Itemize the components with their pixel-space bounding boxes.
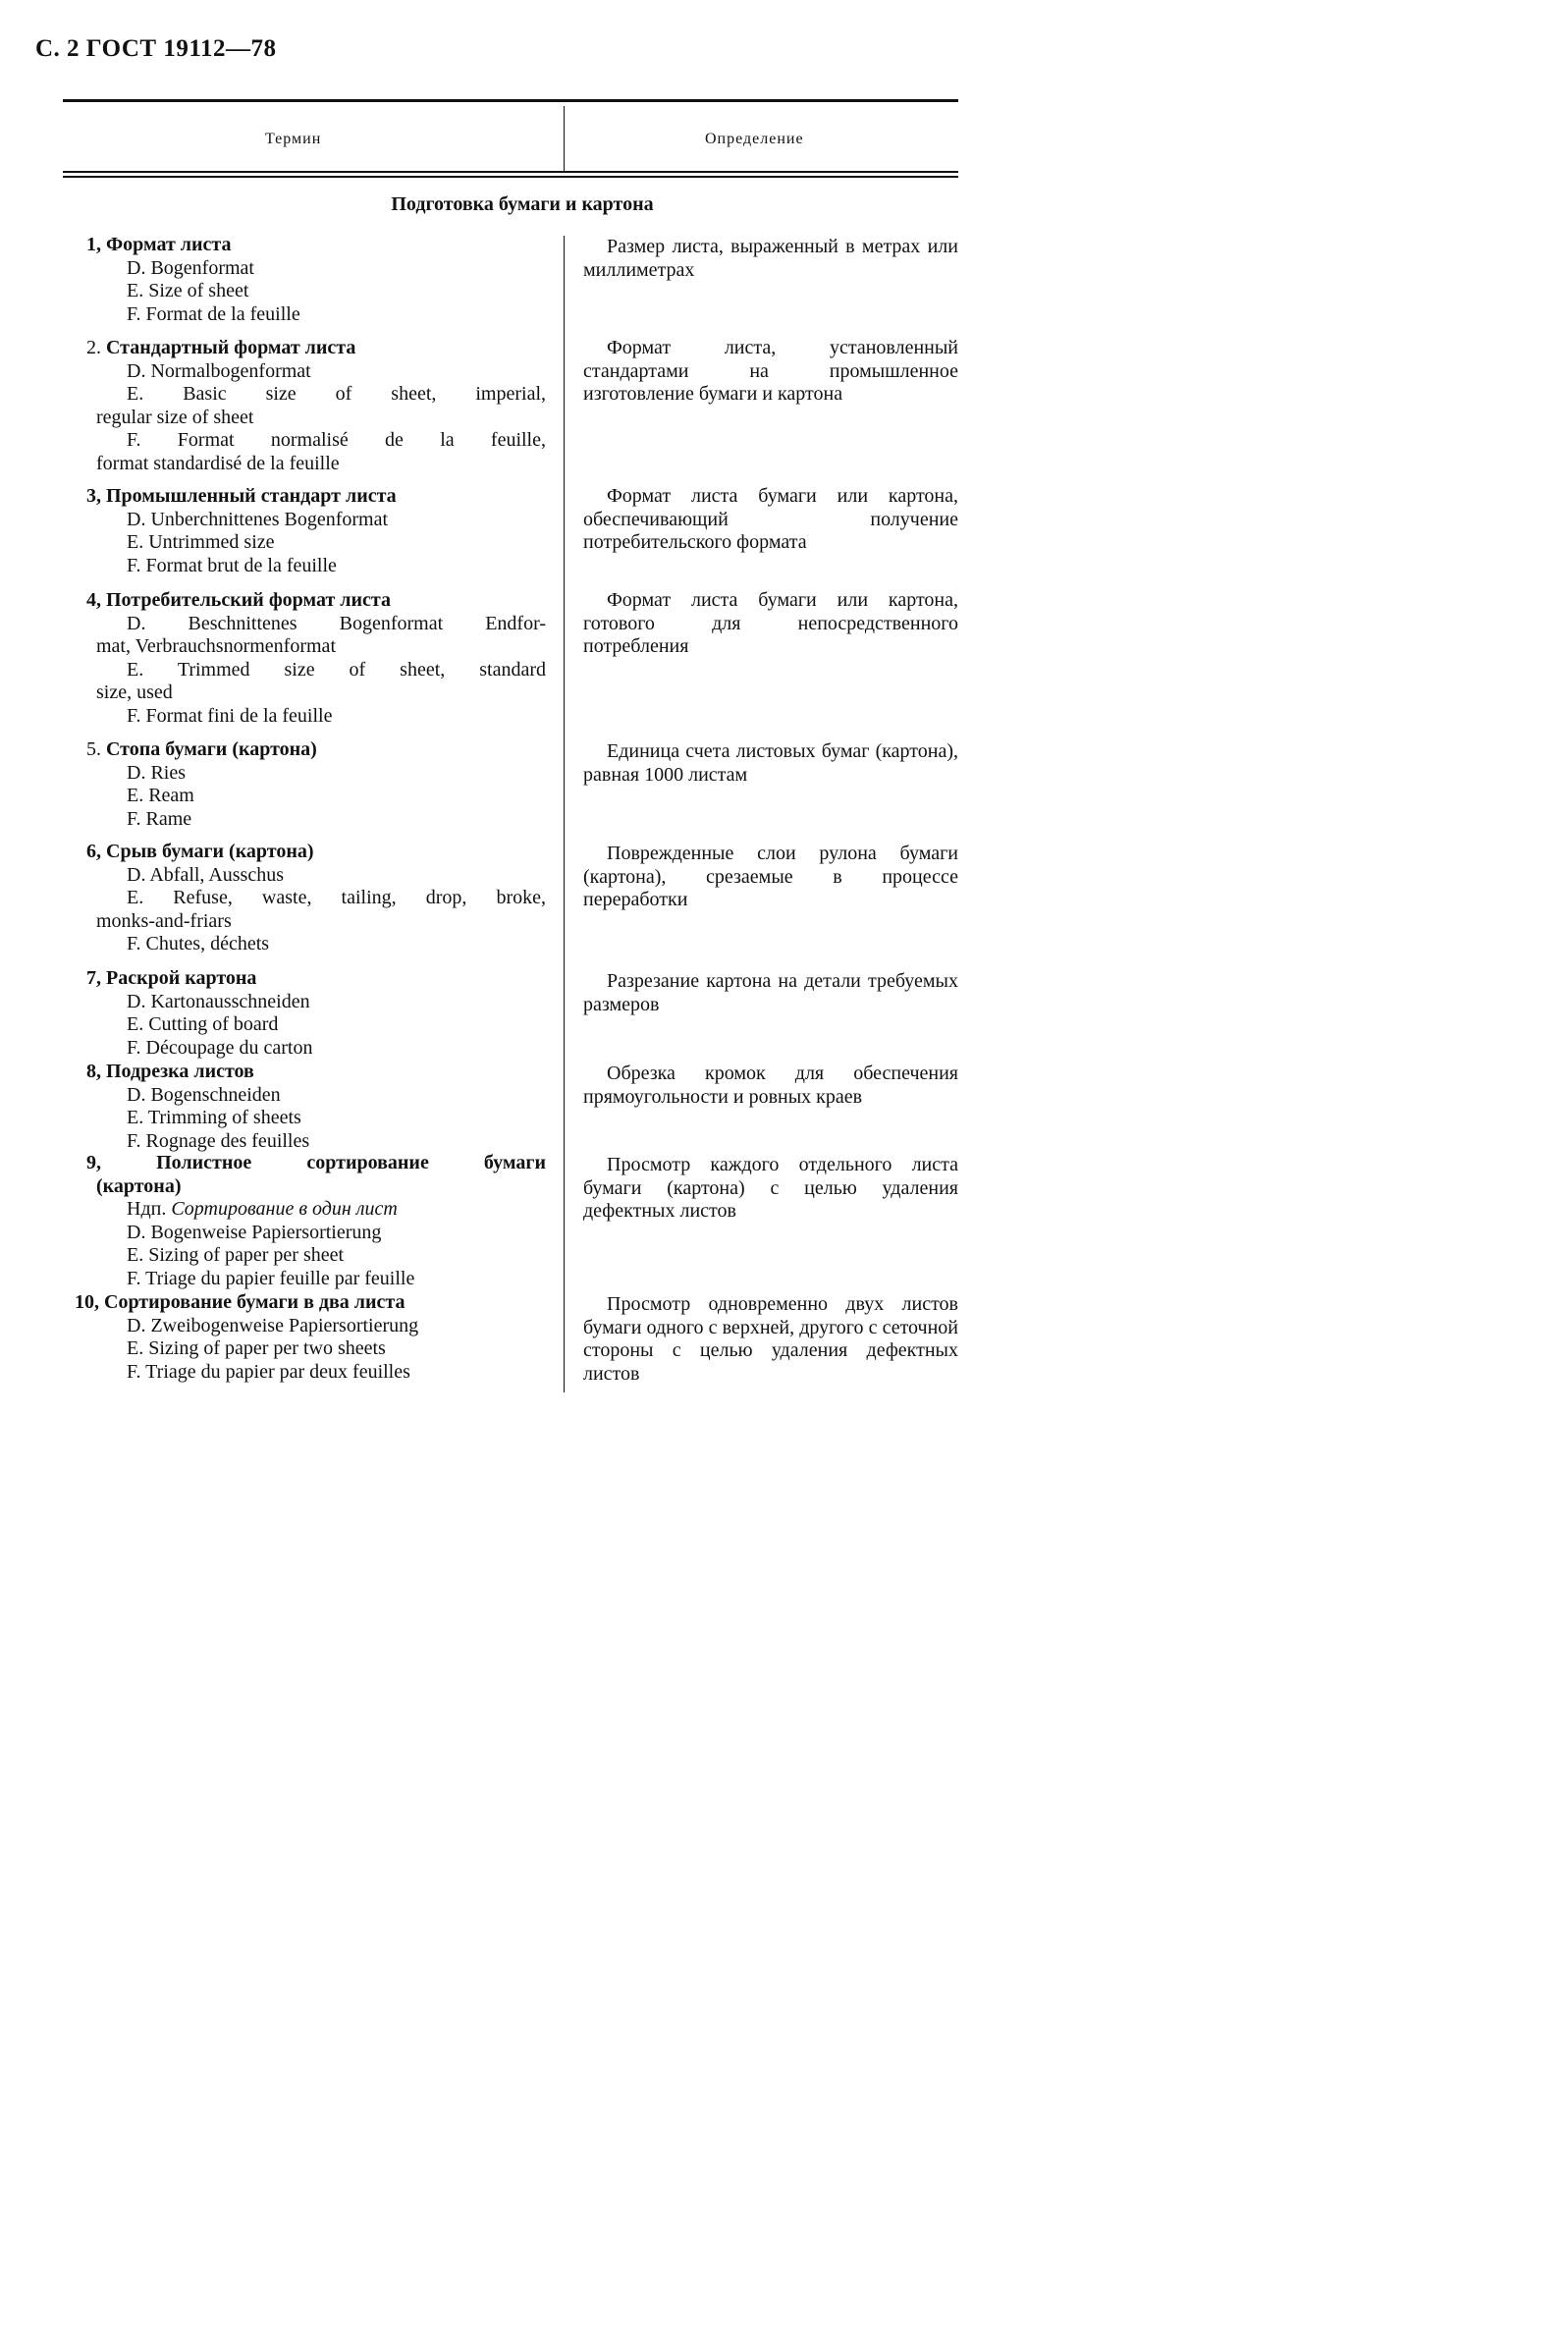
equivalent-continued: format standardisé de la feuille bbox=[96, 452, 340, 474]
term-name: Сортирование бумаги в два листа bbox=[104, 1291, 406, 1313]
term-name: Формат листа bbox=[106, 234, 232, 255]
term-name: Полистное сортирование бумаги bbox=[156, 1152, 547, 1173]
definition-text: Обрезка кромок для обеспечения прямоугольности и ровных краев bbox=[583, 1063, 958, 1108]
foreign-equivalent: E. Trimming of sheets bbox=[127, 1107, 301, 1128]
term-definition bbox=[583, 1063, 958, 1109]
term-entry bbox=[86, 967, 546, 1060]
foreign-equivalent: D. Kartonausschneiden bbox=[127, 990, 310, 1012]
column-header-term: Термин bbox=[265, 131, 322, 147]
term-entry bbox=[86, 337, 546, 475]
page-header: С. 2 ГОСТ 19112—78 bbox=[35, 35, 277, 62]
term-heading bbox=[86, 967, 546, 991]
term-name-continued: (картона) bbox=[96, 1174, 182, 1197]
term-name: Стопа бумаги (картона) bbox=[106, 738, 317, 760]
foreign-equivalent: F. Format normalisé de la feuille, bbox=[127, 429, 546, 451]
foreign-equivalent: F. Format brut de la feuille bbox=[127, 554, 337, 576]
term-number: 10, bbox=[75, 1291, 99, 1313]
definition-text: Поврежденные слои рулона бумаги (картона), срезаемые в процессе переработки bbox=[583, 843, 958, 910]
term-heading bbox=[86, 738, 546, 762]
term-heading bbox=[75, 1291, 546, 1315]
term-definition bbox=[583, 1154, 958, 1224]
term-definition bbox=[583, 236, 958, 282]
foreign-equivalent: E. Cutting of board bbox=[127, 1013, 279, 1035]
term-name: Срыв бумаги (картона) bbox=[106, 841, 314, 862]
foreign-equivalent: E. Refuse, waste, tailing, drop, broke, bbox=[127, 887, 546, 908]
equivalent-continued: monks-and-friars bbox=[96, 909, 232, 932]
term-number: 3, bbox=[86, 485, 101, 507]
foreign-equivalent: F. Découpage du carton bbox=[127, 1036, 313, 1059]
definition-text: Формат листа бумаги или картона, готового для непосредственного потребления bbox=[583, 589, 958, 657]
equivalent-continued: regular size of sheet bbox=[96, 406, 254, 428]
term-number: 6, bbox=[86, 841, 101, 862]
foreign-equivalent: F. Triage du papier feuille par feuille bbox=[127, 1267, 415, 1289]
foreign-equivalent: D. Bogenweise Papiersortierung bbox=[127, 1221, 382, 1243]
foreign-equivalent: D. Unberchnittenes Bogenformat bbox=[127, 508, 389, 530]
term-number: 2. bbox=[86, 337, 101, 358]
foreign-equivalent: D. Bogenformat bbox=[127, 256, 254, 279]
foreign-equivalent: E. Size of sheet bbox=[127, 280, 249, 301]
foreign-equivalent: F. Chutes, déchets bbox=[127, 933, 270, 954]
section-title: Подготовка бумаги и картона bbox=[391, 193, 654, 215]
header-rule-2 bbox=[63, 176, 958, 178]
term-entry bbox=[86, 841, 546, 956]
equivalent-continued: mat, Verbrauchsnormenformat bbox=[96, 635, 336, 657]
table-top-rule bbox=[63, 99, 958, 102]
term-entry bbox=[86, 1152, 546, 1290]
term-heading bbox=[86, 485, 546, 509]
term-entry bbox=[86, 485, 546, 577]
term-entry bbox=[86, 1061, 546, 1153]
foreign-equivalent: D. Ries bbox=[127, 761, 186, 784]
term-definition bbox=[583, 485, 958, 555]
definition-text: Единица счета листовых бумаг (картона), равная 1000 листам bbox=[583, 740, 958, 786]
term-number: 7, bbox=[86, 967, 101, 989]
definition-text: Размер листа, выраженный в метрах или миллиметрах bbox=[583, 236, 958, 281]
equivalent-continued: size, used bbox=[96, 681, 173, 703]
foreign-equivalent: E. Sizing of paper per sheet bbox=[127, 1244, 345, 1266]
term-name: Промышленный стандарт листа bbox=[106, 485, 397, 507]
term-heading bbox=[86, 841, 546, 864]
term-heading bbox=[86, 589, 546, 613]
foreign-equivalent: F. Format de la feuille bbox=[127, 302, 300, 325]
term-entry bbox=[86, 589, 546, 728]
definition-text: Просмотр каждого отдельного листа бумаги (картона) с целью удаления дефектных листов bbox=[583, 1154, 958, 1222]
term-entry bbox=[75, 1291, 546, 1384]
term-entry bbox=[86, 738, 546, 831]
term-number: 4, bbox=[86, 589, 101, 611]
foreign-equivalent: E. Ream bbox=[127, 785, 194, 806]
column-header-definition: Определение bbox=[705, 131, 804, 147]
term-name: Потребительский формат листа bbox=[106, 589, 391, 611]
foreign-equivalent: E. Basic size of sheet, imperial, bbox=[127, 383, 546, 405]
term-heading bbox=[86, 1152, 546, 1175]
foreign-equivalent: F. Triage du papier par deux feuilles bbox=[127, 1360, 410, 1383]
term-name: Стандартный формат листа bbox=[106, 337, 356, 358]
foreign-equivalent: E. Trimmed size of sheet, standard bbox=[127, 658, 546, 681]
column-divider-header bbox=[564, 106, 565, 171]
term-definition bbox=[583, 843, 958, 912]
term-definition bbox=[583, 740, 958, 787]
term-heading bbox=[86, 234, 546, 257]
foreign-equivalent: E. Sizing of paper per two sheets bbox=[127, 1337, 386, 1359]
term-number: 8, bbox=[86, 1061, 101, 1082]
foreign-equivalent: E. Untrimmed size bbox=[127, 531, 275, 553]
foreign-equivalent: D. Beschnittenes Bogenformat Endfor- bbox=[127, 612, 546, 634]
definition-text: Формат листа, установленный стандартами на промышленное изготовление бумаги и картона bbox=[583, 337, 958, 405]
not-recommended-term: Ндп. Сортирование в один лист bbox=[127, 1198, 398, 1220]
column-divider-body bbox=[564, 236, 565, 1392]
term-definition bbox=[583, 970, 958, 1016]
foreign-equivalent: F. Rame bbox=[127, 807, 192, 830]
foreign-equivalent: D. Abfall, Ausschus bbox=[127, 863, 284, 886]
term-definition bbox=[583, 589, 958, 659]
term-number: 5. bbox=[86, 738, 101, 760]
definition-text: Разрезание картона на детали требуемых размеров bbox=[583, 970, 958, 1015]
term-heading bbox=[86, 337, 546, 360]
term-name: Раскрой картона bbox=[106, 967, 257, 989]
term-definition bbox=[583, 1293, 958, 1386]
term-entry bbox=[86, 234, 546, 326]
foreign-equivalent: D. Normalbogenformat bbox=[127, 359, 311, 382]
term-definition bbox=[583, 337, 958, 407]
term-heading bbox=[86, 1061, 546, 1084]
foreign-equivalent: D. Zweibogenweise Papiersortierung bbox=[127, 1314, 419, 1336]
definition-text: Формат листа бумаги или картона, обеспечивающий получение потребительского формата bbox=[583, 485, 958, 553]
foreign-equivalent: F. Rognage des feuilles bbox=[127, 1129, 310, 1152]
header-rule-1 bbox=[63, 171, 958, 173]
foreign-equivalent: D. Bogenschneiden bbox=[127, 1083, 281, 1106]
term-number: 9, bbox=[86, 1152, 101, 1173]
term-name: Подрезка листов bbox=[106, 1061, 254, 1082]
definition-text: Просмотр одновременно двух листов бумаги одного с верхней, другого с сеточной стороны с целью удаления дефектных листов bbox=[583, 1293, 958, 1385]
foreign-equivalent: F. Format fini de la feuille bbox=[127, 704, 333, 727]
term-number: 1, bbox=[86, 234, 101, 255]
